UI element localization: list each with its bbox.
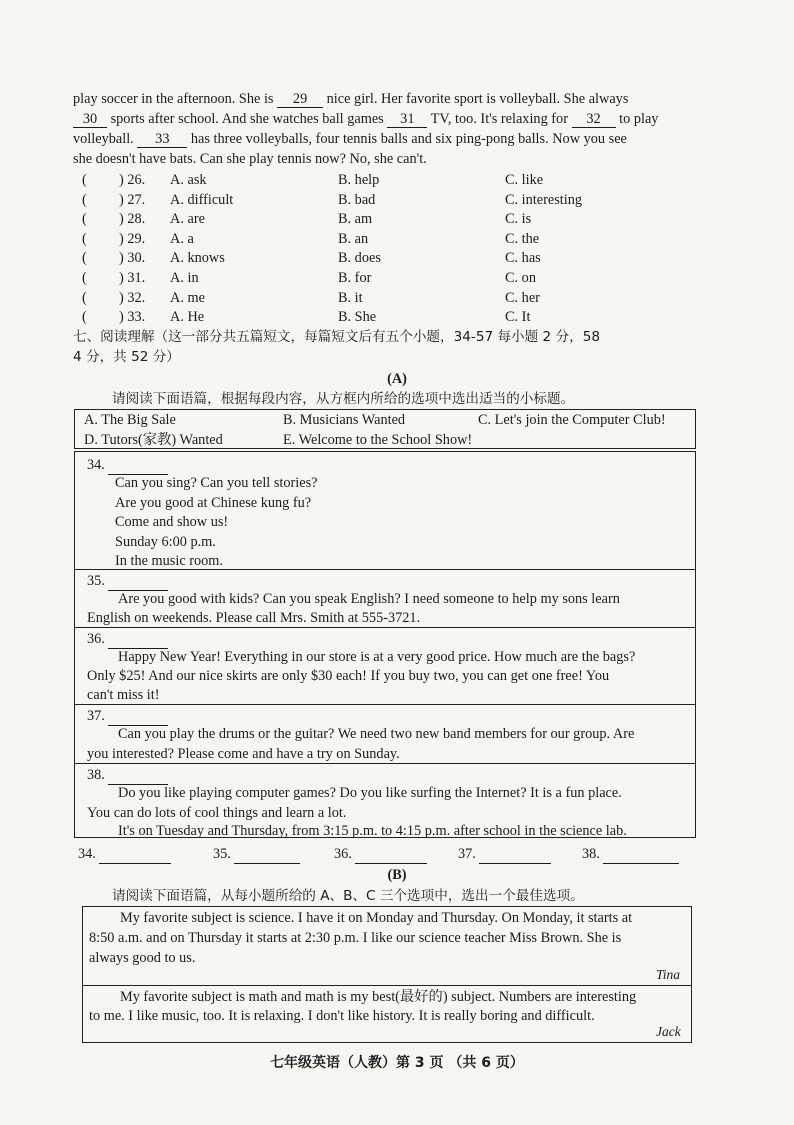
mc-paren-open: ( <box>82 250 87 267</box>
mc-option-b: B. am <box>338 211 373 228</box>
mc-paren-open: ( <box>82 270 87 286</box>
blank-30: 30 <box>73 111 107 128</box>
q34-line: Come and show us! <box>115 514 229 530</box>
answer-35: 35. <box>213 845 300 864</box>
q36-title-blank <box>108 630 168 649</box>
mc-option-a: A. ask <box>170 172 207 188</box>
mc-paren-open: ( <box>82 211 87 228</box>
divider <box>82 985 692 986</box>
cloze-line-1: play soccer in the afternoon. She is 29 nice girl. Her favorite sport is volleyball. She always <box>73 91 629 107</box>
mc-option-b: B. does <box>338 250 381 267</box>
q36-number: 36. <box>87 630 168 649</box>
mc-paren-open: ( <box>82 289 87 306</box>
q37-line-1: Can you play the drums or the guitar? We need two new band members for our group. Are <box>118 726 635 742</box>
q34-title-blank <box>108 456 168 475</box>
part-a-instruction: 请阅读下面语篇，根据每段内容，从方框内所给的选项中选出适当的小标题。 <box>112 391 575 407</box>
divider <box>74 763 696 764</box>
q38-line-1: Do you like playing computer games? Do you like surfing the Internet? It is a fun place. <box>118 785 622 801</box>
mc-question-number: ) 33. <box>119 309 146 326</box>
mc-option-b: B. it <box>338 289 363 306</box>
answer-35-blank[interactable] <box>234 845 300 864</box>
jack-line-1: My favorite subject is math and math is my best(最好的) subject. Numbers are interesting <box>120 989 637 1005</box>
q34-number: 34. <box>87 456 168 475</box>
option-d: D. Tutors(家教) Wanted <box>84 432 223 448</box>
mc-option-c: C. like <box>505 172 544 188</box>
divider <box>74 704 696 705</box>
mc-option-c: C. her <box>505 289 540 306</box>
q37-title-blank <box>108 707 168 726</box>
mc-question-number: ) 31. <box>119 270 146 286</box>
q34-line: Are you good at Chinese kung fu? <box>115 495 312 511</box>
answer-37: 37. <box>458 845 551 864</box>
mc-option-b: B. an <box>338 230 369 247</box>
mc-option-b: B. bad <box>338 191 376 208</box>
mc-paren-open: ( <box>82 309 87 326</box>
divider <box>74 627 696 628</box>
mc-question-number: ) 30. <box>119 250 146 267</box>
mc-option-a: A. in <box>170 270 199 286</box>
q38-title-blank <box>108 766 168 785</box>
mc-option-a: A. me <box>170 289 205 306</box>
q38-line-2: You can do lots of cool things and learn a lot. <box>87 805 347 821</box>
option-a: A. The Big Sale <box>84 412 176 428</box>
blank-29: 29 <box>277 91 323 108</box>
mc-option-b: B. help <box>338 172 380 188</box>
blank-32: 32 <box>572 111 616 128</box>
mc-option-b: B. for <box>338 270 372 286</box>
mc-question-number: ) 29. <box>119 230 146 247</box>
cloze-line-4: she doesn't have bats. Can she play tennis now? No, she can't. <box>73 151 427 167</box>
part-a-label: (A) <box>387 371 407 387</box>
mc-option-a: A. are <box>170 211 205 228</box>
blank-33: 33 <box>137 131 187 148</box>
answer-34-blank[interactable] <box>99 845 171 864</box>
mc-option-c: C. on <box>505 270 536 286</box>
jack-line-2: to me. I like music, too. It is relaxing. I don't like history. It is really boring and difficult. <box>89 1008 595 1024</box>
mc-option-c: C. the <box>505 230 540 247</box>
part-b-label: (B) <box>387 867 407 883</box>
signature-jack: Jack <box>656 1024 681 1039</box>
cloze-line-3: volleyball. 33 has three volleyballs, four tennis balls and six ping-pong balls. Now you see <box>73 131 627 147</box>
mc-option-b: B. She <box>338 309 377 326</box>
page-footer: 七年级英语（人教）第 3 页 （共 6 页） <box>270 1055 524 1071</box>
blank-31: 31 <box>387 111 427 128</box>
mc-option-a: A. He <box>170 309 205 326</box>
q35-line-2: English on weekends. Please call Mrs. Smith at 555-3721. <box>87 610 421 626</box>
tina-line-1: My favorite subject is science. I have it on Monday and Thursday. On Monday, it starts at <box>120 910 633 926</box>
mc-question-number: ) 27. <box>119 191 146 208</box>
answer-38-blank[interactable] <box>603 845 679 864</box>
mc-question-number: ) 26. <box>119 172 146 188</box>
mc-option-c: C. It <box>505 309 531 326</box>
answer-37-blank[interactable] <box>479 845 551 864</box>
q38-number: 38. <box>87 766 168 785</box>
q34-line: Can you sing? Can you tell stories? <box>115 475 318 491</box>
mc-question-number: ) 32. <box>119 289 146 306</box>
signature-tina: Tina <box>656 967 681 982</box>
q36-line-2: Only $25! And our nice skirts are only $30 each! If you buy two, you can get one free! You <box>87 668 610 684</box>
mc-option-c: C. has <box>505 250 541 267</box>
q36-line-3: can't miss it! <box>87 687 160 703</box>
cloze-line-2: 30 sports after school. And she watches ball games 31 TV, too. It's relaxing for 32 to play <box>73 110 658 128</box>
part-b-instruction: 请阅读下面语篇，从每小题所给的 A、B、C 三个选项中，选出一个最佳选项。 <box>112 888 584 904</box>
q36-line-1: Happy New Year! Everything in our store is at a very good price. How much are the bags? <box>118 649 636 665</box>
q37-number: 37. <box>87 707 168 726</box>
q34-line: In the music room. <box>115 553 224 569</box>
option-b: B. Musicians Wanted <box>283 412 406 428</box>
mc-paren-open: ( <box>82 191 87 208</box>
tina-line-2: 8:50 a.m. and on Thursday it starts at 2:30 p.m. I like our science teacher Miss Brown. She is <box>89 930 622 946</box>
q35-title-blank <box>108 572 168 591</box>
section-7-heading-cont: 4 分，共 52 分） <box>73 349 180 365</box>
option-e: E. Welcome to the School Show! <box>283 432 473 448</box>
q38-line-3: It's on Tuesday and Thursday, from 3:15 p.m. to 4:15 p.m. after school in the science lab. <box>118 823 627 839</box>
q34-line: Sunday 6:00 p.m. <box>115 534 216 550</box>
mc-option-a: A. knows <box>170 250 225 267</box>
q35-line-1: Are you good with kids? Can you speak English? I need someone to help my sons learn <box>118 591 620 607</box>
option-c: C. Let's join the Computer Club! <box>478 412 666 428</box>
mc-option-a: A. a <box>170 230 194 247</box>
mc-option-a: A. difficult <box>170 191 234 208</box>
answer-36-blank[interactable] <box>355 845 427 864</box>
q37-line-2: you interested? Please come and have a try on Sunday. <box>87 746 400 762</box>
mc-paren-open: ( <box>82 230 87 247</box>
section-7-heading: 七、阅读理解（这一部分共五篇短文，每篇短文后有五个小题，34-57 每小题 2 分，58 <box>73 329 601 345</box>
mc-option-c: C. interesting <box>505 191 583 208</box>
answer-36: 36. <box>334 845 427 864</box>
mc-question-number: ) 28. <box>119 211 146 228</box>
mc-option-c: C. is <box>505 211 532 228</box>
answer-38: 38. <box>582 845 679 864</box>
tina-line-3: always good to us. <box>89 950 196 966</box>
answer-34: 34. <box>78 845 171 864</box>
q35-number: 35. <box>87 572 168 591</box>
mc-paren-open: ( <box>82 172 87 188</box>
